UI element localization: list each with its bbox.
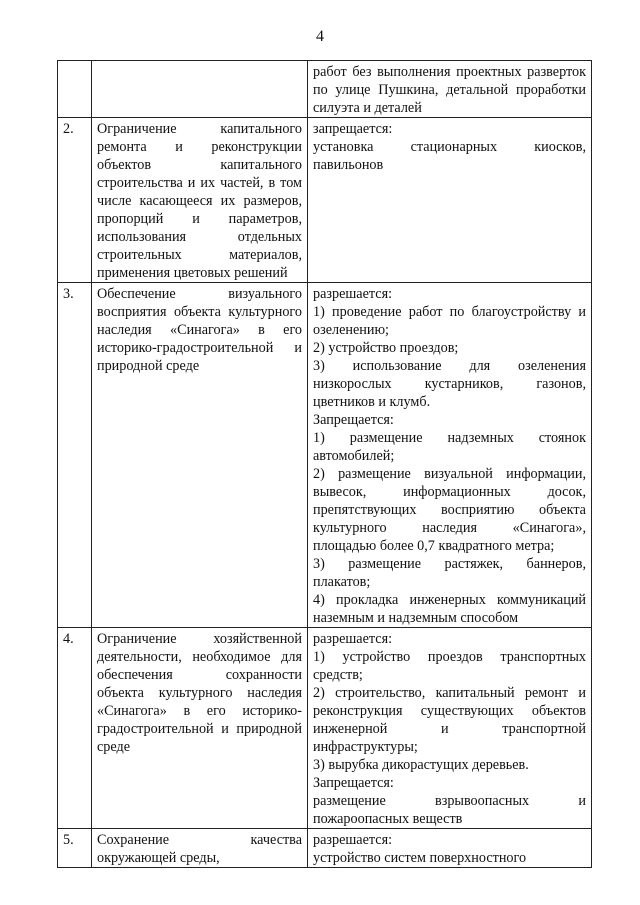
regulation-line: 3) размещение растяжек, баннеров, плакатов; — [313, 556, 586, 590]
regulation-cell — [308, 118, 592, 283]
regulation-cell — [308, 283, 592, 628]
regulation-line: 2) устройство проездов; — [313, 340, 459, 356]
regulation-line: разрешается: — [313, 286, 393, 302]
regulation-line: 3) использование для озеленения низкорослых кустарников, газонов, цветников и клумб. — [313, 358, 586, 410]
requirement-cell: Ограничение хозяйственной деятельности, необходимое для обеспечения сохранности объекта культурного наследия «Синагога» в его историко-градостроительной и природной среде — [92, 628, 308, 829]
regulation-line: 2) размещение визуальной информации, вывесок, информационных досок, препятствующих восприятию объекта культурного наследия «Синагога», площадью более 0,7 квадратного метра; — [313, 466, 586, 554]
table-row — [58, 283, 592, 628]
regulation-line: Запрещается: — [313, 412, 394, 428]
row-number-cell: 2. — [58, 118, 92, 283]
requirement-text: Сохранение качества окружающей среды, — [97, 832, 302, 866]
requirement-cell: Обеспечение визуального восприятия объекта культурного наследия «Синагога» в его историко-градостроительной и природной среде — [92, 283, 308, 628]
requirement-cell — [92, 61, 308, 118]
regulation-line: разрешается: — [313, 631, 393, 647]
row-number-cell: 3. — [58, 283, 92, 628]
page-number: 4 — [316, 28, 324, 45]
row-number-text: 5. — [63, 832, 74, 848]
regulation-line: устройство систем поверхностного — [313, 850, 527, 866]
table-row — [58, 118, 592, 283]
regulation-line: 1) проведение работ по благоустройству и озеленению; — [313, 304, 586, 338]
table-row — [58, 829, 592, 868]
regulation-text-wrap — [313, 831, 586, 867]
row-number-cell: 4. — [58, 628, 92, 829]
regulation-line: 1) размещение надземных стоянок автомобилей; — [313, 430, 586, 464]
regulation-cell — [308, 829, 592, 868]
regulation-cell — [308, 628, 592, 829]
regulation-line: разрешается: — [313, 832, 393, 848]
regulation-line: размещение взрывоопасных и пожароопасных веществ — [313, 793, 586, 827]
table-row — [58, 628, 592, 829]
regulation-line: запрещается: — [313, 121, 393, 137]
row-number-cell — [58, 61, 92, 118]
regulation-cell — [308, 61, 592, 118]
requirement-cell — [92, 829, 308, 868]
regulation-line: работ без выполнения проектных разверток по улице Пушкина, детальной проработки силуэта и деталей — [313, 64, 586, 116]
regulations-table — [57, 60, 592, 868]
regulation-line: 2) строительство, капитальный ремонт и реконструкция существующих объектов инженерной и транспортной инфраструктуры; — [313, 685, 586, 755]
regulation-line: 1) устройство проездов транспортных средств; — [313, 649, 586, 683]
row-number-cell — [58, 829, 92, 868]
regulation-line: установка стационарных киосков, павильонов — [313, 139, 586, 173]
table-row — [58, 61, 592, 118]
regulation-line: 4) прокладка инженерных коммуникаций наземным и надземным способом — [313, 592, 586, 626]
regulation-line: 3) вырубка дикорастущих деревьев. — [313, 757, 529, 773]
requirement-cell: Ограничение капитального ремонта и реконструкции объектов капитального строительства и их частей, в том числе касающееся их размеров, пропорций и параметров, использования отдельных строительных материалов, применения цветовых решений — [92, 118, 308, 283]
regulation-line: Запрещается: — [313, 775, 394, 791]
